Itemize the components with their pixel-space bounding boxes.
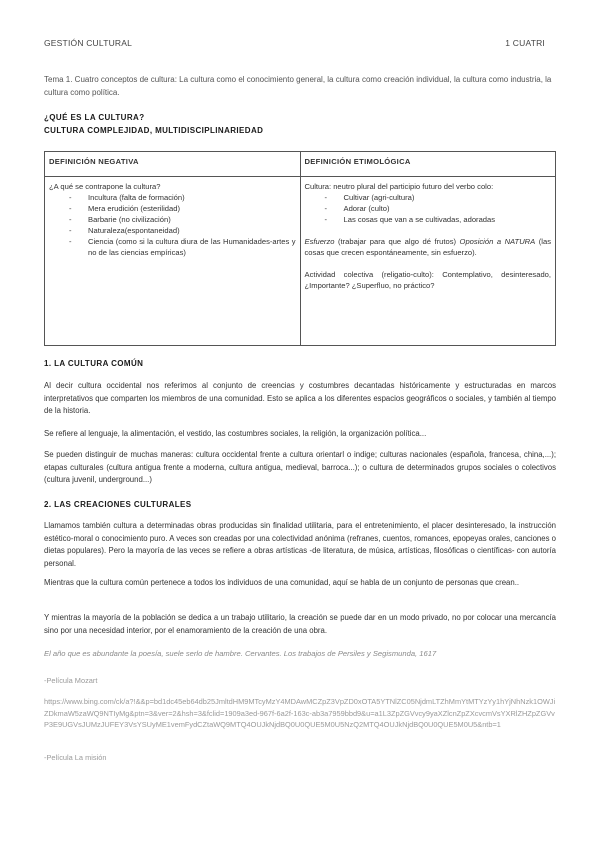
negative-intro: ¿A qué se contrapone la cultura? xyxy=(49,182,161,191)
list-item: - Naturaleza(espontaneidad) xyxy=(49,225,296,236)
opposition-term: Oposición a NATURA xyxy=(459,237,536,246)
definitions-table xyxy=(44,151,556,346)
etymological-intro: Cultura: neutro plural del participio futuro del verbo colo: xyxy=(304,182,494,191)
effort-paragraph: Esfuerzo (trabajar para que algo dé frutos) Oposición a NATURA (las cosas que crecen espontáneamente, sin esfuerzo). xyxy=(304,237,551,257)
question-heading: ¿QUÉ ES LA CULTURA? xyxy=(44,113,145,122)
subtitle-heading: CULTURA COMPLEJIDAD, MULTIDISCIPLINARIEDAD xyxy=(44,126,264,135)
movie-mozart: -Película Mozart xyxy=(44,676,98,685)
section2-paragraph-2: Mientras que la cultura común pertenece a todos los individuos de una comunidad, aquí se habla de un conjunto de personas que crean.. xyxy=(44,578,520,587)
section2-paragraph-1: Llamamos también cultura a determinadas obras producidas sin finalidad utilitaria, para el entretenimiento, el placer desinteresado, la instrucción estético-moral o conocimiento puro. A veces son creadas por una colectividad anónima (refranes, cuentos, romances, epopeyas orales, canciones o dietas populares). Pero la mayoría de las veces se refiere a obras artísticas -de literatura, de música, artísticas, filosóficas o científicas- con autoría personal. xyxy=(44,521,556,568)
effort-term: Esfuerzo xyxy=(304,237,335,246)
header-term: 1 CUATRI xyxy=(505,38,545,48)
movie-la-mision: -Película La misión xyxy=(44,753,107,762)
etymological-definition-cell xyxy=(300,177,556,346)
topic-intro: Tema 1. Cuatro conceptos de cultura: La cultura como el conocimiento general, la cultura como creación individual, la cultura como industria, la cultura como política. xyxy=(44,75,552,97)
header-course: GESTIÓN CULTURAL xyxy=(44,38,133,48)
collective-paragraph: Actividad colectiva (religatio-culto): Contemplativo, desinteresado, ¿Importante? ¿Superfluo, no práctico? xyxy=(304,270,551,290)
bing-link[interactable]: https://www.bing.com/ck/a?!&&p=bd1dc45eb64db25JmltdHM9MTcyMzY4MDAwMCZpZ3VpZD0xOTA5YTNlZC05NjdmLTZhMmYtMTYzYy1hYjNhNzk1OWJiZDkmaW5zaWQ9NTIyMg&ptn=3&ver=2&hsh=3&fclid=1909a3ed-967f-6a2f-163c-ab3a7959bbd9&u=a1L3ZpZGVvcy9yaXZlcnZpZXcvcmVsYXRlZHZpZGVvP3E9UGVsJUMzJUFEY3VsYSUyME1vemFydCZtaWQ9MTQ4OUJkNjdBQ0U0QUE5M0U5NzQ2MTQ4OUJkNjdBQ0U0QUE5M0U5&ntb=1 xyxy=(44,697,556,730)
section2-title: 2. LAS CREACIONES CULTURALES xyxy=(44,500,192,509)
list-item: - Mera erudición (esterilidad) xyxy=(49,203,296,214)
list-item: - Las cosas que van a se cultivadas, adoradas xyxy=(305,214,552,225)
negative-definition-cell xyxy=(45,177,301,346)
section1-paragraph-2: Se refiere al lenguaje, la alimentación, el vestido, las costumbres sociales, la religión, la organización política... xyxy=(44,429,427,438)
section1-paragraph-3: Se pueden distinguir de muchas maneras: cultura occidental frente a cultura orientarl o indige; culturas nacionales (española, francesa, china,...); etapas culturales (cultura antigua frente a moderna, cultura antigua, medieval, barroca...); o cultura de determinados grupos sociales o colectivos (cultura juvenil, underground...) xyxy=(44,450,556,485)
list-item: - Cultivar (agri-cultura) xyxy=(305,192,552,203)
list-item: - Barbarie (no civilización) xyxy=(49,214,296,225)
col-etymological-header: DEFINICIÓN ETIMOLÓGICA xyxy=(300,152,556,177)
section1-paragraph-1: Al decir cultura occidental nos referimos al conjunto de creencias y costumbres decantadas históricamente y estructuradas en marcos interpretativos que comparten los miembros de una comunidad. Esto se aplica a los diferentes espacios geográficos o sociales, y también al tiempo de la historia. xyxy=(44,381,556,416)
col-negative-header: DEFINICIÓN NEGATIVA xyxy=(45,152,301,177)
cervantes-quote: El año que es abundante la poesía, suele serlo de hambre. Cervantes. Los trabajos de Persiles y Segismunda, 1617 xyxy=(44,649,437,658)
section1-title: 1. LA CULTURA COMÚN xyxy=(44,359,144,368)
section2-paragraph-3: Y mientras la mayoría de la población se dedica a un trabajo utilitario, la creación se puede dar en un modo privado, no por colocar una mercancía sino por una necesidad interior, por el enamoramiento de la creación de una obra. xyxy=(44,613,556,635)
negative-list xyxy=(49,192,296,258)
etymological-list xyxy=(305,192,552,225)
list-item: - Adorar (culto) xyxy=(305,203,552,214)
list-item: - Incultura (falta de formación) xyxy=(49,192,296,203)
list-item: - Ciencia (como si la cultura diura de las Humanidades-artes y no de las ciencias empíricas) xyxy=(49,236,296,258)
